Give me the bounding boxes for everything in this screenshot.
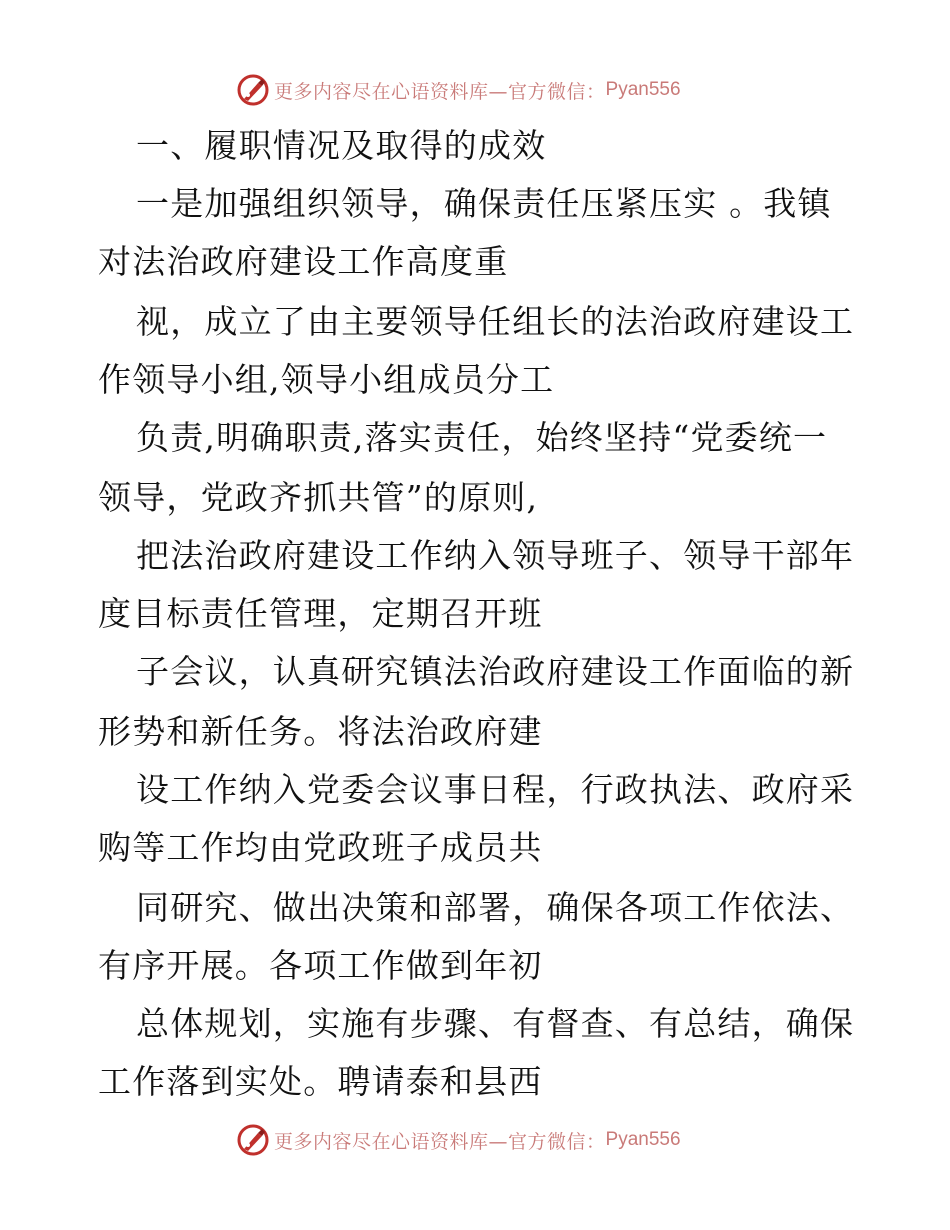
text-line: 作领导小组,领导小组成员分工	[98, 360, 555, 399]
watermark-header	[236, 72, 681, 108]
text-line: 子会议，认真研究镇法治政府建设工作面临的新	[136, 652, 855, 691]
text-line: 度目标责任管理，定期召开班	[98, 594, 543, 633]
text-line: 有序开展。各项工作做到年初	[98, 946, 543, 985]
watermark-text: 更多内容尽在心语资料库—官方微信：	[274, 1130, 606, 1153]
text-line: 同研究、做出决策和部署，确保各项工作依法、	[136, 888, 855, 927]
text-line: 购等工作均由党政班子成员共	[98, 828, 543, 867]
text-line: 设工作纳入党委会议事日程，行政执法、政府采	[136, 770, 855, 809]
pen-logo-icon	[236, 73, 270, 107]
watermark-wechat-id: Pyan556	[605, 79, 681, 100]
text-line: 把法治政府建设工作纳入领导班子、领导干部年	[136, 536, 855, 575]
section-heading: 一、履职情况及取得的成效	[136, 126, 547, 165]
text-line: 视，成立了由主要领导任组长的法治政府建设工	[136, 302, 855, 341]
watermark-wechat-id: Pyan556	[605, 1129, 681, 1150]
text-line: 领导，党政齐抓共管”的原则,	[98, 478, 539, 517]
text-line: 总体规划，实施有步骤、有督查、有总结，确保	[136, 1004, 855, 1043]
watermark-footer	[236, 1122, 681, 1158]
text-line: 一是加强组织领导，确保责任压紧压实 。我镇	[136, 184, 832, 223]
text-line: 形势和新任务。将法治政府建	[98, 712, 543, 751]
text-line: 对法治政府建设工作高度重	[98, 242, 509, 281]
pen-logo-icon	[236, 1123, 270, 1157]
text-line: 负责,明确职责,落实责任，始终坚持“党委统一	[136, 418, 828, 457]
watermark-text: 更多内容尽在心语资料库—官方微信：	[274, 80, 606, 103]
text-line: 工作落到实处。聘请泰和县西	[98, 1062, 543, 1101]
